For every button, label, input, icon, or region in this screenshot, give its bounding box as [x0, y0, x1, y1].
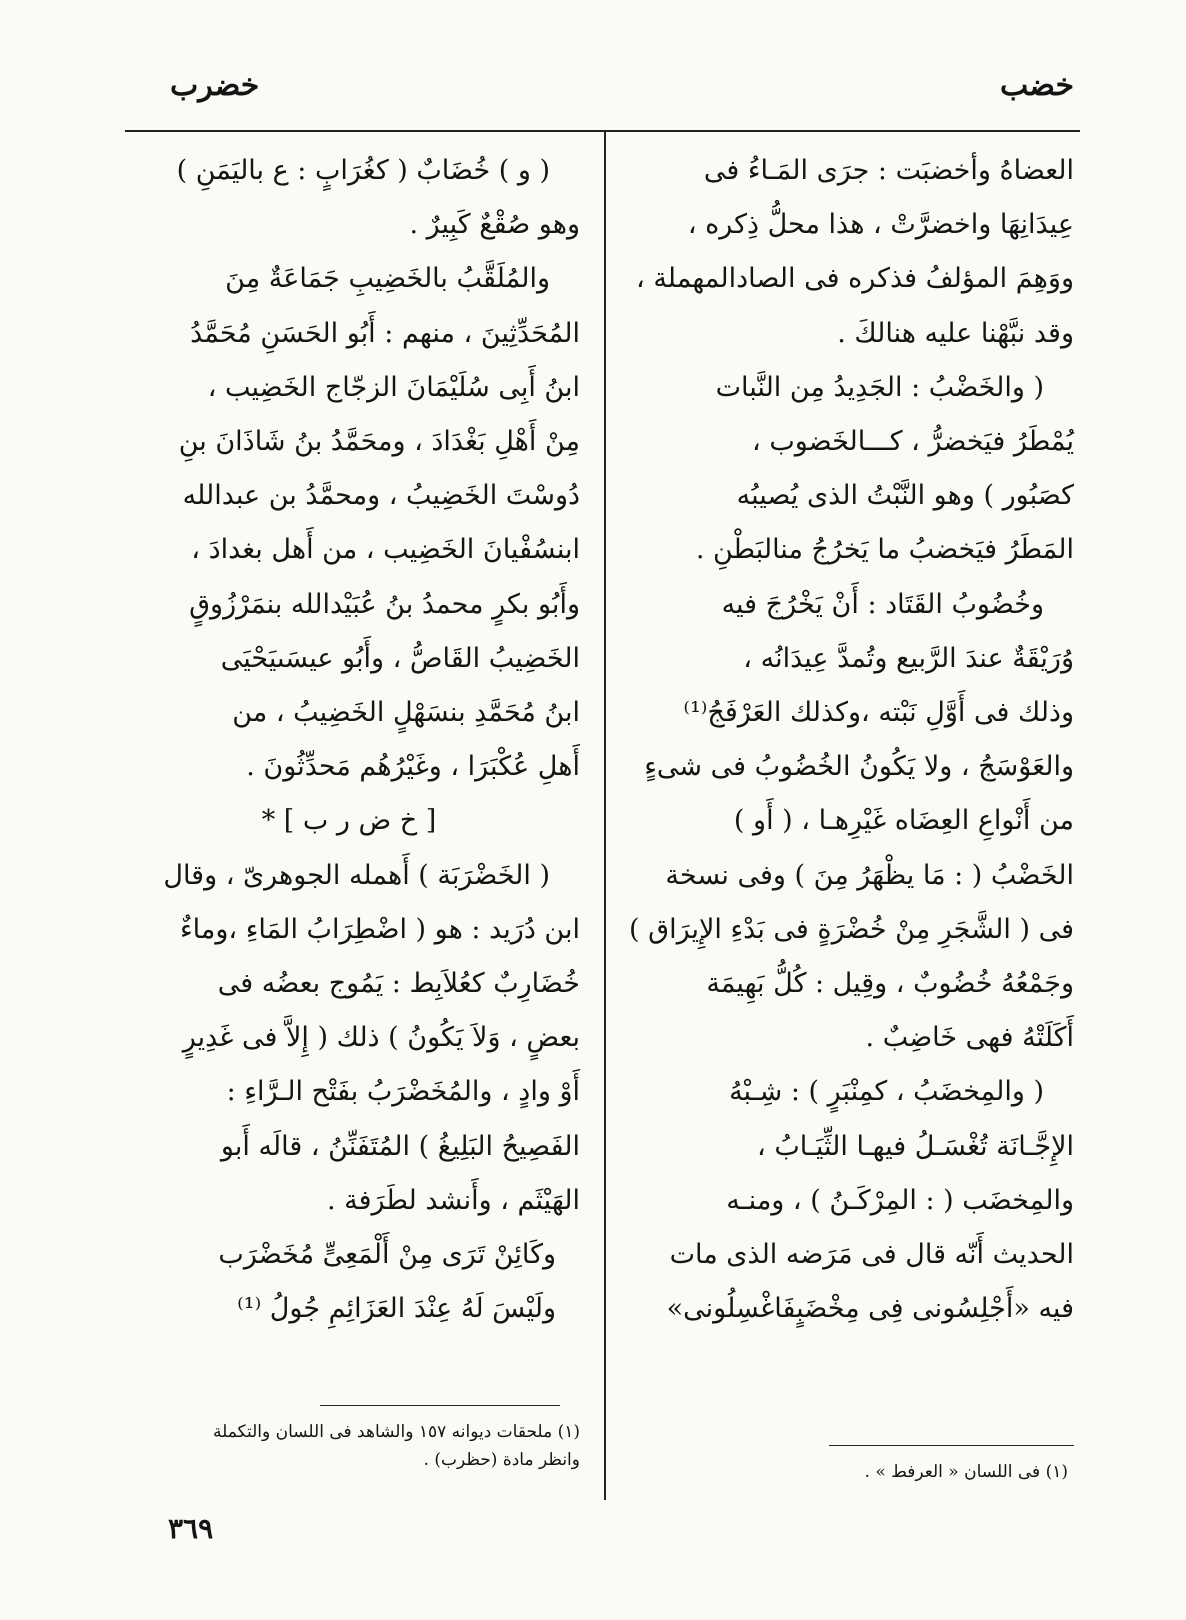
text-line: ( والمِخضَبُ ، كمِنْبَرٍ ) : شِـبْهُ [729, 1076, 1044, 1108]
header-rule [125, 130, 1080, 132]
text-line: ( الخَضْرَبَة ) أَهمله الجوهرىّ ، وقال [163, 859, 550, 891]
text-line: أَكَلَتْهُ فهى خَاضِبٌ . [865, 1022, 1074, 1054]
text-line: والعَوْسَجُ ، ولا يَكُونُ الخُضُوبُ فى شىءٍ [644, 751, 1074, 783]
text-line: الخَضِيبُ القَاصُّ ، وأَبُو عيسَىيَحْيَى [220, 642, 580, 674]
text-line: وخُضُوبُ القَتَاد : أَنْ يَخْرُجَ فيه [721, 588, 1044, 620]
verse-line: ولَيْسَ لَهُ عِنْدَ العَزَائِمِ جُولُ ⁽¹⁾ [237, 1293, 556, 1325]
footnote-rule-left [320, 1405, 560, 1406]
text-line: الإِجَّـانَة تُغْسَـلُ فيهـا الثِّيَـابُ ، [757, 1130, 1074, 1162]
text-line: ابنُ مُحَمَّدِ بنسَهْلٍ الخَضِيبُ ، من [232, 697, 580, 729]
text-line: وأَبُو بكرٍ محمدُ بنُ عُبَيْدالله بنمَرْزُوقٍ [189, 588, 580, 620]
text-line: مِنْ أَهْلِ بَغْدَادَ ، ومحَمَّدُ بنُ شَاذَانَ بنِ [178, 426, 580, 458]
footnote-right [628, 1458, 1068, 1486]
text-line: دُوسْتَ الخَضِيبُ ، ومحمَّدُ بن عبدالله [182, 480, 580, 512]
text-line: ( والخَضْبُ : الجَدِيدُ مِن النَّبات [715, 371, 1044, 403]
text-line: وجَمْعُهُ خُضُوبٌ ، وقِيل : كُلُّ بَهِيمَة [706, 968, 1074, 1000]
page-number: ٣٦٩ [168, 1512, 214, 1545]
text-line: ووَهِمَ المؤلفُ فذكره فى الصادالمهملة ، [636, 263, 1074, 295]
text-line: وذلك فى أَوَّلِ نَبْته ،وكذلك العَرْفَجُ⁽¹⁾ [683, 697, 1074, 729]
text-line: المُحَدِّثِينَ ، منهم : أَبُو الحَسَنِ مُحَمَّدُ [190, 317, 580, 349]
text-line: من أَنْواعِ العِضَاه غَيْرِهـا ، ( أَو ) [733, 805, 1074, 837]
footnote-line: (١) فى اللسان « العرفط » . [864, 1462, 1068, 1482]
text-line: ابن دُرَيد : هو ( اضْطِرَابُ المَاءِ ،وماءٌ [179, 913, 580, 945]
footnote-line: وانظر مادة (حظرب) . [423, 1450, 580, 1470]
text-line: الحديث أَنّه قال فى مَرَضه الذى مات [669, 1239, 1074, 1271]
text-line: ابنسُفْيانَ الخَضِيب ، من أَهل بغدادَ ، [191, 534, 580, 566]
text-line: وُرَيْقَةٌ عندَ الرَّبيع وتُمدَّ عِيدَانُه ، [743, 642, 1074, 674]
text-line: يُمْطَرُ فيَخضرُّ ، كـــالخَضوب ، [752, 426, 1074, 458]
text-line: وقد نبَّهْنا عليه هنالكَ . [837, 317, 1074, 349]
footnote-left [118, 1418, 580, 1474]
text-line: عِيدَانِهَا واخضرَّتْ ، هذا محلُّ ذِكره ، [687, 209, 1074, 241]
text-line: أَهلِ عُكْبَرَا ، وغَيْرُهُم مَحدِّثُونَ . [246, 751, 580, 783]
verse-line: وكَائِنْ تَرَى مِنْ أَلْمَعِىٍّ مُخَضْرَب [218, 1239, 556, 1271]
footnote-line: (١) ملحقات ديوانه ١٥٧ والشاهد فى اللسان والتكملة [212, 1422, 580, 1442]
header-entry-word-right: خضب [999, 68, 1074, 103]
left-column [118, 144, 580, 1336]
text-line: والمِخضَب ( : المِرْكَـنُ ) ، ومنـه [726, 1184, 1074, 1216]
entry-heading: [ خ ض ر ب ] * [261, 805, 437, 837]
text-line: العضاهُ وأخضبَت : جرَى المَـاءُ فى [703, 155, 1074, 186]
header-entry-word-left: خضرب [170, 68, 260, 103]
column-divider [604, 132, 606, 1500]
text-line: بعضٍ ، وَلاَ يَكُونُ ) ذلك ( إِلاَّ فى غَدِيرٍ [182, 1022, 580, 1054]
text-line: الخَضْبُ ( : مَا يظْهَرُ مِنَ ) وفى نسخة [665, 859, 1074, 891]
text-line: كصَبُور ) وهو النَّبْتُ الذى يُصيبُه [736, 480, 1074, 512]
text-line: الفَصِيحُ البَلِيغُ ) المُتَفَنِّنُ ، قالَه أَبو [220, 1130, 580, 1162]
text-line: فى ( الشَّجَرِ مِنْ خُضْرَةٍ فى بَدْءِ الإِيرَاق ) [629, 913, 1074, 945]
right-column [619, 144, 1074, 1336]
text-line: فيه «أَجْلِسُونى فِى مِخْضَبٍفَاغْسِلُونى» [666, 1293, 1074, 1325]
text-line: والمُلَقَّبُ بالخَضِيبِ جَمَاعَةٌ مِنَ [225, 263, 550, 295]
text-line: المَطَرُ فيَخضبُ ما يَخرُجُ منالبَطْنِ . [695, 534, 1074, 566]
text-line: أَوْ وادٍ ، والمُخَضْرَبُ بفَتْح الـرَّاءِ : [226, 1076, 580, 1108]
text-line: ابنُ أَبِى سُلَيْمَانَ الزجّاج الخَضِيب ، [207, 371, 580, 403]
footnote-rule-right [829, 1445, 1074, 1446]
text-line: ( و ) خُضَابٌ ( كغُرَابٍ : ع باليَمَنِ ) [176, 155, 550, 186]
text-line: خُضَارِبٌ كعُلاَبِط : يَمُوج بعضُه فى [217, 968, 580, 1000]
text-line: وهو صُقْعٌ كَبِيرٌ . [409, 209, 580, 241]
text-line: الهَيْثَم ، وأَنشد لطَرَفة . [326, 1184, 580, 1216]
